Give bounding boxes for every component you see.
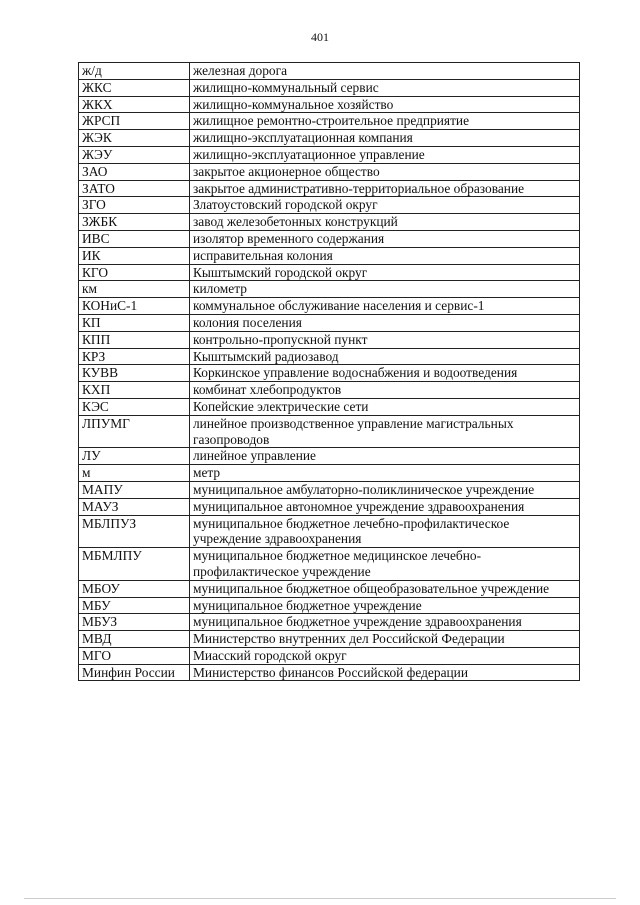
abbreviation-cell: МБОУ [79, 580, 190, 597]
definition-cell: жилищно-коммунальный сервис [190, 79, 580, 96]
definition-cell: метр [190, 465, 580, 482]
abbreviation-cell: ЖКС [79, 79, 190, 96]
table-row [79, 163, 580, 180]
table-row [79, 79, 580, 96]
definition-cell: закрытое административно-территориальное образование [190, 180, 580, 197]
table-row [79, 481, 580, 498]
definition-cell: километр [190, 281, 580, 298]
abbreviation-cell: КХП [79, 382, 190, 399]
abbreviation-cell: ЖЭК [79, 130, 190, 147]
abbreviation-cell: КГО [79, 264, 190, 281]
definition-cell: Златоустовский городской округ [190, 197, 580, 214]
definition-cell: коммунальное обслуживание населения и сервис-1 [190, 298, 580, 315]
definition-cell: муниципальное автономное учреждение здравоохранения [190, 498, 580, 515]
table-row [79, 664, 580, 681]
definition-cell: Миасский городской округ [190, 647, 580, 664]
abbreviation-cell: ЛУ [79, 448, 190, 465]
abbreviation-cell: МБЛПУЗ [79, 515, 190, 548]
table-row [79, 247, 580, 264]
table-row [79, 448, 580, 465]
table-row [79, 647, 580, 664]
table-row [79, 348, 580, 365]
definition-cell: железная дорога [190, 63, 580, 80]
table-row [79, 197, 580, 214]
definition-cell: колония поселения [190, 314, 580, 331]
abbreviation-cell: КОНиС-1 [79, 298, 190, 315]
abbreviation-cell: МБМЛПУ [79, 548, 190, 581]
table-row [79, 130, 580, 147]
abbreviation-cell: МАПУ [79, 481, 190, 498]
abbreviation-cell: КРЗ [79, 348, 190, 365]
table-row [79, 548, 580, 581]
table-row [79, 398, 580, 415]
definition-cell: муниципальное бюджетное учреждение [190, 597, 580, 614]
definition-cell: завод железобетонных конструкций [190, 214, 580, 231]
definition-cell: комбинат хлебопродуктов [190, 382, 580, 399]
table-row [79, 63, 580, 80]
definition-cell: Кыштымский городской округ [190, 264, 580, 281]
table-row [79, 465, 580, 482]
abbreviation-cell: ЖЭУ [79, 146, 190, 163]
table-row [79, 180, 580, 197]
abbreviation-cell: м [79, 465, 190, 482]
definition-cell: контрольно-пропускной пункт [190, 331, 580, 348]
table-row [79, 580, 580, 597]
page-number: 401 [311, 30, 329, 44]
abbreviation-cell: МАУЗ [79, 498, 190, 515]
definition-cell: муниципальное амбулаторно-поликлиническое учреждение [190, 481, 580, 498]
abbreviation-cell: ИК [79, 247, 190, 264]
abbreviation-cell: Минфин России [79, 664, 190, 681]
abbreviation-cell: ЗЖБК [79, 214, 190, 231]
abbreviation-cell: КП [79, 314, 190, 331]
table-row [79, 298, 580, 315]
definition-cell: жилищно-эксплуатационная компания [190, 130, 580, 147]
abbreviation-cell: МГО [79, 647, 190, 664]
table-row [79, 614, 580, 631]
table-row [79, 214, 580, 231]
abbreviation-cell: ж/д [79, 63, 190, 80]
table-row [79, 146, 580, 163]
definition-cell: муниципальное бюджетное медицинское лечебно-профилактическое учреждение [190, 548, 580, 581]
definition-cell: муниципальное бюджетное общеобразовательное учреждение [190, 580, 580, 597]
abbreviation-cell: ЗАО [79, 163, 190, 180]
abbreviation-cell: КЭС [79, 398, 190, 415]
table-row [79, 365, 580, 382]
abbreviations-table [78, 62, 580, 681]
definition-cell: муниципальное бюджетное учреждение здравоохранения [190, 614, 580, 631]
table-row [79, 498, 580, 515]
definition-cell: жилищное ремонтно-строительное предприятие [190, 113, 580, 130]
definition-cell: жилищно-коммунальное хозяйство [190, 96, 580, 113]
definition-cell: изолятор временного содержания [190, 230, 580, 247]
definition-cell: Министерство внутренних дел Российской Федерации [190, 631, 580, 648]
abbreviation-cell: ЛПУМГ [79, 415, 190, 448]
abbreviations-table-body [79, 63, 580, 681]
abbreviation-cell: ЖРСП [79, 113, 190, 130]
definition-cell: муниципальное бюджетное лечебно-профилактическое учреждение здравоохранения [190, 515, 580, 548]
bottom-divider [24, 898, 616, 899]
table-row [79, 597, 580, 614]
definition-cell: Коркинское управление водоснабжения и водоотведения [190, 365, 580, 382]
abbreviation-cell: МВД [79, 631, 190, 648]
table-row [79, 96, 580, 113]
abbreviation-cell: ИВС [79, 230, 190, 247]
table-row [79, 331, 580, 348]
definition-cell: закрытое акционерное общество [190, 163, 580, 180]
table-row [79, 230, 580, 247]
table-row [79, 415, 580, 448]
definition-cell: исправительная колония [190, 247, 580, 264]
abbreviation-cell: МБУЗ [79, 614, 190, 631]
definition-cell: жилищно-эксплуатационное управление [190, 146, 580, 163]
definition-cell: линейное производственное управление магистральных газопроводов [190, 415, 580, 448]
table-row [79, 631, 580, 648]
table-row [79, 281, 580, 298]
definition-cell: Кыштымский радиозавод [190, 348, 580, 365]
abbreviation-cell: ЖКХ [79, 96, 190, 113]
abbreviation-cell: ЗАТО [79, 180, 190, 197]
abbreviation-cell: ЗГО [79, 197, 190, 214]
definition-cell: Копейские электрические сети [190, 398, 580, 415]
abbreviation-cell: км [79, 281, 190, 298]
table-row [79, 113, 580, 130]
definition-cell: линейное управление [190, 448, 580, 465]
abbreviation-cell: КУВВ [79, 365, 190, 382]
table-row [79, 264, 580, 281]
abbreviation-cell: КПП [79, 331, 190, 348]
table-row [79, 382, 580, 399]
abbreviation-cell: МБУ [79, 597, 190, 614]
table-row [79, 314, 580, 331]
definition-cell: Министерство финансов Российской федерации [190, 664, 580, 681]
table-row [79, 515, 580, 548]
